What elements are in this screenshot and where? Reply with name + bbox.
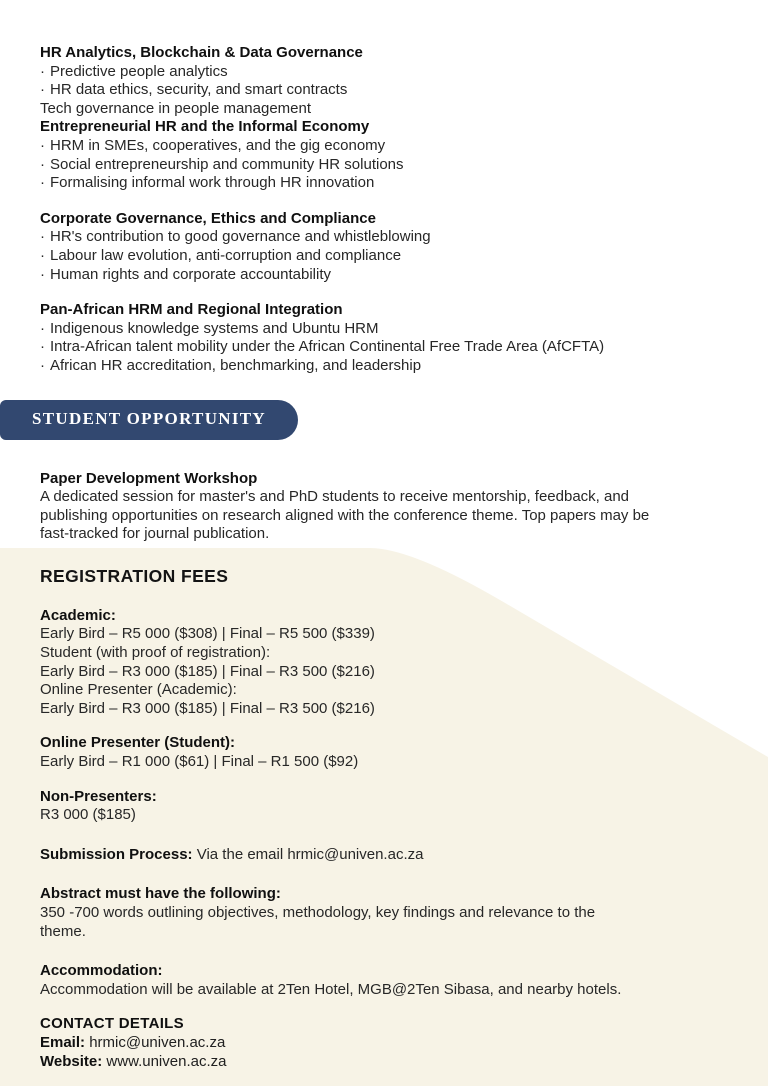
- theme-item: Tech governance in people management: [40, 99, 312, 117]
- theme-item: · Human rights and corporate accountability: [40, 266, 724, 285]
- contact-email-row: [40, 1034, 724, 1053]
- accommodation-section: [40, 962, 724, 999]
- fee-group-non-presenters: [40, 788, 724, 825]
- theme-heading: HR Analytics, Blockchain & Data Governance: [40, 44, 363, 61]
- fee-line: R3 000 ($185): [40, 806, 136, 824]
- workshop-section: [40, 470, 724, 544]
- theme-item: · Labour law evolution, anti-corruption and compliance: [40, 247, 724, 266]
- fee-group-label: Online Presenter (Student):: [40, 734, 236, 752]
- submission-process-text: Via the email hrmic@univen.ac.za: [196, 845, 424, 863]
- contact-website-row: [40, 1053, 724, 1072]
- theme-item: · African HR accreditation, benchmarking, and leadership: [40, 357, 724, 376]
- submission-process: [40, 846, 724, 865]
- fee-line: Early Bird – R3 000 ($185) | Final – R3 500 ($216): [40, 662, 375, 680]
- registration-fees-title: REGISTRATION FEES: [40, 565, 229, 586]
- theme-item: · HR's contribution to good governance and whistleblowing: [40, 228, 724, 247]
- fee-line: Student (with proof of registration):: [40, 644, 271, 662]
- theme-item: · Social entrepreneurship and community HR solutions: [40, 156, 724, 175]
- theme-block: [40, 301, 724, 375]
- contact-details-title: CONTACT DETAILS: [40, 1015, 184, 1033]
- fee-line: Early Bird – R3 000 ($185) | Final – R3 500 ($216): [40, 699, 375, 717]
- fee-line: Early Bird – R1 000 ($61) | Final – R1 500 ($92): [40, 753, 359, 771]
- theme-heading: Corporate Governance, Ethics and Compliance: [40, 209, 376, 227]
- theme-block: [40, 44, 724, 118]
- contact-email-label: Email:: [40, 1033, 86, 1051]
- contact-website-label: Website:: [40, 1052, 103, 1070]
- theme-block: [40, 210, 724, 284]
- theme-heading: Pan-African HRM and Regional Integration: [40, 301, 343, 319]
- fee-line: Early Bird – R5 000 ($308) | Final – R5 500 ($339): [40, 625, 375, 643]
- abstract-requirements-text: 350 -700 words outlining objectives, methodology, key findings and relevance to the theme.: [40, 904, 596, 940]
- workshop-description: A dedicated session for master's and PhD students to receive mentorship, feedback, and publishing opportunities on research aligned with the conference theme. Top papers may be fast-tracked for journal publication.: [40, 488, 650, 543]
- fee-group-online-presenter-student: [40, 734, 724, 771]
- workshop-title: Paper Development Workshop: [40, 469, 258, 487]
- fee-group-label: Non-Presenters:: [40, 787, 157, 805]
- accommodation-label: Accommodation:: [40, 962, 163, 980]
- contact-website-value: www.univen.ac.za: [106, 1052, 227, 1070]
- fee-group-academic: [40, 607, 724, 719]
- accommodation-text: Accommodation will be available at 2Ten Hotel, MGB@2Ten Sibasa, and nearby hotels.: [40, 980, 622, 998]
- contact-details-section: [40, 1015, 724, 1071]
- theme-heading: Entrepreneurial HR and the Informal Economy: [40, 118, 370, 136]
- fee-group-label: Academic:: [40, 606, 116, 624]
- theme-item: · Formalising informal work through HR innovation: [40, 174, 724, 193]
- contact-email-value: hrmic@univen.ac.za: [89, 1033, 226, 1051]
- theme-item: · Indigenous knowledge systems and Ubuntu HRM: [40, 320, 724, 339]
- student-opportunity-badge: [0, 400, 298, 440]
- fee-line: Online Presenter (Academic):: [40, 681, 237, 699]
- theme-item: · HR data ethics, security, and smart contracts: [40, 81, 724, 100]
- theme-item: · HRM in SMEs, cooperatives, and the gig economy: [40, 137, 724, 156]
- student-opportunity-badge-label: STUDENT OPPORTUNITY: [32, 409, 266, 429]
- abstract-requirements: [40, 885, 724, 941]
- theme-item: · Intra-African talent mobility under the African Continental Free Trade Area (AfCFTA): [40, 338, 724, 357]
- theme-block: [40, 118, 724, 192]
- theme-item: · Predictive people analytics: [40, 63, 724, 82]
- submission-process-label: Submission Process:: [40, 845, 193, 863]
- abstract-requirements-label: Abstract must have the following:: [40, 885, 281, 903]
- conference-themes-section: [40, 44, 724, 376]
